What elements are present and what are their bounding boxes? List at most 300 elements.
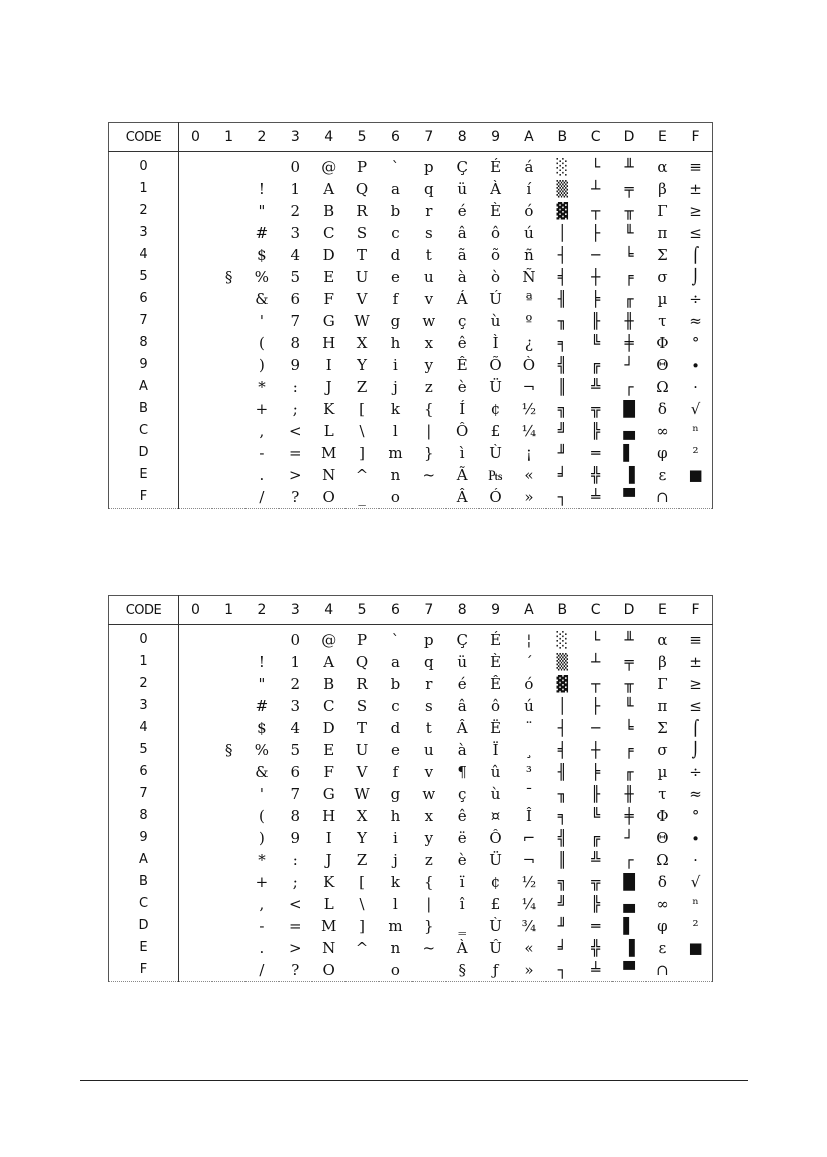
glyph-cell: $ [257, 719, 267, 737]
glyph-cell: » [524, 488, 534, 506]
glyph-cell: @ [321, 631, 337, 649]
glyph-cell [212, 959, 245, 982]
glyph-cell: ╦ [591, 873, 601, 891]
glyph-cell: ║ [557, 851, 567, 869]
glyph-cell: « [524, 939, 534, 957]
glyph-cell: ú [524, 697, 534, 715]
glyph-cell: ▀ [623, 488, 635, 506]
glyph-cell: ~ [422, 466, 436, 484]
glyph-cell [212, 244, 245, 266]
glyph-cell [179, 625, 212, 652]
glyph-cell: U [355, 268, 369, 286]
column-header: F [679, 123, 712, 152]
glyph-cell: " [258, 675, 266, 693]
glyph-cell: L [323, 895, 334, 913]
column-header: B [546, 123, 579, 152]
glyph-cell: W [354, 785, 370, 803]
glyph-cell: Î [525, 807, 532, 825]
glyph-cell [212, 420, 245, 442]
glyph-cell: ¼ [521, 895, 537, 913]
glyph-cell: À [456, 939, 468, 957]
glyph-cell [412, 486, 445, 509]
glyph-cell: z [424, 851, 433, 869]
glyph-cell: w [422, 785, 436, 803]
glyph-cell: N [322, 466, 336, 484]
table-row [109, 222, 713, 244]
table-row [109, 673, 713, 695]
glyph-cell: ∙ [691, 829, 700, 847]
glyph-cell: ª [525, 290, 533, 308]
glyph-cell: Ù [489, 917, 502, 935]
glyph-cell: ² [692, 917, 699, 935]
glyph-cell: ! [258, 180, 265, 198]
glyph-cell: Ω [656, 851, 669, 869]
glyph-cell [212, 827, 245, 849]
glyph-cell: < [289, 895, 302, 913]
glyph-cell: π [657, 224, 668, 242]
glyph-cell: } [424, 444, 434, 462]
glyph-cell: ├ [591, 697, 601, 715]
code-column-header: CODE [109, 123, 179, 152]
glyph-cell: 2 [290, 202, 301, 220]
glyph-cell: Ì [492, 334, 499, 352]
glyph-cell: Õ [489, 356, 502, 374]
row-code-label: B [109, 398, 179, 420]
glyph-cell: 9 [290, 829, 301, 847]
glyph-cell [179, 717, 212, 739]
glyph-cell: Q [355, 180, 369, 198]
glyph-cell [212, 332, 245, 354]
row-code-label: 4 [109, 244, 179, 266]
glyph-cell: n [390, 466, 401, 484]
glyph-cell: É [490, 631, 502, 649]
glyph-cell: N [322, 939, 336, 957]
glyph-cell: ╔ [591, 356, 601, 374]
glyph-cell: ù [490, 785, 501, 803]
glyph-cell: δ [657, 400, 667, 418]
code-page-table-1 [108, 122, 713, 509]
glyph-cell: ⌠ [691, 246, 700, 264]
glyph-cell: ╝ [557, 422, 567, 440]
glyph-cell [412, 959, 445, 982]
glyph-cell: J [325, 851, 332, 869]
glyph-cell [212, 849, 245, 871]
glyph-cell: d [390, 719, 401, 737]
glyph-cell [212, 222, 245, 244]
glyph-cell: └ [591, 631, 601, 649]
glyph-cell [179, 937, 212, 959]
column-header: 6 [379, 123, 412, 152]
glyph-cell: + [255, 873, 269, 891]
row-code-label: 5 [109, 266, 179, 288]
glyph-cell: W [354, 312, 370, 330]
glyph-cell: i [393, 829, 398, 847]
glyph-cell: Ô [489, 829, 502, 847]
glyph-cell: k [390, 400, 400, 418]
table-row [109, 625, 713, 652]
glyph-cell: Û [489, 939, 502, 957]
row-code-label: 9 [109, 827, 179, 849]
glyph-cell: i [393, 356, 398, 374]
glyph-cell [212, 310, 245, 332]
glyph-cell: ¼ [521, 422, 537, 440]
glyph-cell: Ô [456, 422, 469, 440]
glyph-cell: ù [490, 312, 501, 330]
glyph-cell: ' [259, 785, 264, 803]
table-row [109, 893, 713, 915]
glyph-cell: 0 [290, 631, 301, 649]
glyph-cell: ≈ [689, 312, 702, 330]
row-code-label: D [109, 915, 179, 937]
glyph-cell [212, 178, 245, 200]
glyph-cell: ╒ [624, 741, 634, 759]
glyph-cell: Y [357, 356, 368, 374]
column-header: 8 [446, 123, 479, 152]
glyph-cell: ô [491, 697, 501, 715]
glyph-cell: ╬ [591, 466, 601, 484]
glyph-cell: ╕ [557, 334, 567, 352]
glyph-cell: ■ [688, 939, 703, 957]
column-header: 4 [312, 596, 345, 625]
glyph-cell: > [289, 466, 302, 484]
glyph-cell: Ü [489, 378, 502, 396]
glyph-cell: x [424, 334, 434, 352]
glyph-cell [179, 398, 212, 420]
table-row [109, 959, 713, 982]
glyph-cell: ¦ [526, 631, 532, 649]
glyph-cell: ╬ [591, 939, 601, 957]
glyph-cell: ε [658, 466, 667, 484]
column-header: 9 [479, 596, 512, 625]
glyph-cell: è [457, 378, 467, 396]
glyph-cell: ▌ [623, 917, 635, 935]
table-row [109, 420, 713, 442]
glyph-cell: í [526, 180, 532, 198]
glyph-cell: õ [491, 246, 501, 264]
glyph-cell: b [390, 675, 401, 693]
glyph-cell: a [390, 653, 400, 671]
glyph-cell [179, 376, 212, 398]
table-row [109, 783, 713, 805]
glyph-cell: É [490, 158, 502, 176]
glyph-cell: Σ [657, 246, 668, 264]
glyph-cell: τ [658, 312, 667, 330]
glyph-cell: · [693, 378, 698, 396]
glyph-cell: ╦ [591, 400, 601, 418]
glyph-cell [212, 376, 245, 398]
glyph-cell: T [357, 246, 368, 264]
glyph-cell: ╞ [591, 763, 601, 781]
glyph-cell: à [457, 268, 467, 286]
glyph-cell: o [390, 961, 400, 979]
glyph-cell [179, 354, 212, 376]
glyph-cell: ▐ [623, 466, 635, 484]
column-header: 3 [279, 123, 312, 152]
glyph-cell: ╖ [557, 785, 567, 803]
glyph-cell [179, 651, 212, 673]
glyph-cell: ╞ [591, 290, 601, 308]
row-code-label: D [109, 442, 179, 464]
glyph-cell: ╨ [624, 631, 634, 649]
glyph-cell: ≈ [689, 785, 702, 803]
glyph-cell: é [457, 675, 467, 693]
glyph-cell: } [424, 917, 434, 935]
glyph-cell: σ [657, 741, 668, 759]
table-row [109, 152, 713, 179]
glyph-cell: ┌ [624, 851, 634, 869]
glyph-cell [212, 200, 245, 222]
glyph-cell: s [424, 697, 433, 715]
glyph-cell: Φ [656, 807, 669, 825]
glyph-cell: ╠ [591, 422, 601, 440]
glyph-cell: . [259, 466, 265, 484]
glyph-cell: ? [291, 488, 300, 506]
glyph-cell: ▐ [623, 939, 635, 957]
glyph-cell [212, 152, 245, 179]
glyph-cell: ≤ [689, 224, 702, 242]
table-row [109, 310, 713, 332]
glyph-cell: C [322, 224, 335, 242]
glyph-cell: ╩ [591, 378, 601, 396]
glyph-cell: - [259, 917, 265, 935]
glyph-cell: ⌐ [522, 829, 536, 847]
glyph-cell: δ [657, 873, 667, 891]
glyph-cell: ╣ [557, 829, 567, 847]
glyph-cell: ± [689, 653, 702, 671]
glyph-cell [212, 673, 245, 695]
glyph-cell: ¨ [525, 719, 533, 737]
glyph-cell: P [357, 158, 368, 176]
glyph-cell: ▀ [623, 961, 635, 979]
glyph-cell [212, 717, 245, 739]
glyph-cell: ⁿ [692, 422, 699, 440]
row-code-label: 7 [109, 310, 179, 332]
glyph-cell: I [325, 829, 332, 847]
glyph-cell: ≥ [689, 675, 702, 693]
glyph-cell: g [390, 785, 401, 803]
table-row [109, 332, 713, 354]
glyph-cell: Ω [656, 378, 669, 396]
glyph-cell: * [258, 378, 266, 396]
glyph-cell: 8 [290, 334, 301, 352]
glyph-cell [212, 893, 245, 915]
glyph-cell: G [322, 785, 335, 803]
glyph-cell: @ [321, 158, 337, 176]
glyph-cell: ╙ [624, 224, 634, 242]
glyph-cell: h [390, 807, 401, 825]
glyph-cell: φ [657, 917, 668, 935]
glyph-cell: ∩ [656, 961, 669, 979]
table-row [109, 761, 713, 783]
glyph-cell [245, 625, 278, 652]
glyph-cell: τ [658, 785, 667, 803]
glyph-cell: ╚ [591, 334, 601, 352]
glyph-cell: Â [456, 488, 468, 506]
glyph-cell [212, 761, 245, 783]
glyph-cell: ╝ [557, 895, 567, 913]
glyph-cell: φ [657, 444, 668, 462]
glyph-cell: s [424, 224, 433, 242]
table-row [109, 486, 713, 509]
glyph-cell: ─ [591, 719, 601, 737]
glyph-cell: ═ [591, 917, 601, 935]
glyph-cell: ╤ [624, 180, 634, 198]
glyph-cell: / [259, 961, 265, 979]
glyph-cell: £ [490, 422, 501, 440]
row-code-label: 7 [109, 783, 179, 805]
glyph-cell: ▓ [556, 675, 569, 693]
glyph-cell: K [323, 873, 335, 891]
glyph-cell: ≡ [689, 631, 702, 649]
glyph-cell: ¬ [522, 378, 536, 396]
glyph-cell [179, 486, 212, 509]
glyph-cell: π [657, 697, 668, 715]
glyph-cell: ⌠ [691, 719, 700, 737]
glyph-cell: Σ [657, 719, 668, 737]
glyph-cell: z [424, 378, 433, 396]
glyph-cell [212, 464, 245, 486]
column-header: 2 [245, 123, 278, 152]
column-header: D [612, 123, 645, 152]
glyph-cell: ∞ [656, 895, 669, 913]
glyph-cell: ╫ [624, 785, 634, 803]
glyph-cell: ░ [556, 631, 569, 649]
glyph-cell: 7 [290, 785, 301, 803]
glyph-cell: Θ [656, 829, 669, 847]
glyph-cell: β [658, 653, 667, 671]
glyph-cell: Θ [656, 356, 669, 374]
row-code-label: 0 [109, 625, 179, 652]
glyph-cell: ┴ [591, 180, 601, 198]
glyph-cell: 2 [290, 675, 301, 693]
glyph-cell: 9 [290, 356, 301, 374]
table-row [109, 937, 713, 959]
glyph-cell: I [325, 356, 332, 374]
glyph-cell: E [323, 741, 335, 759]
glyph-cell [179, 178, 212, 200]
glyph-cell: ┘ [624, 356, 634, 374]
glyph-cell: á [524, 158, 534, 176]
glyph-cell: √ [690, 873, 701, 891]
glyph-cell: Ò [522, 356, 536, 374]
glyph-cell: ₧ [488, 466, 503, 484]
code-column-header: CODE [109, 596, 179, 625]
glyph-cell [179, 761, 212, 783]
glyph-cell: ┬ [591, 675, 601, 693]
glyph-cell: { [424, 873, 434, 891]
glyph-cell [212, 805, 245, 827]
glyph-cell: ╪ [624, 334, 634, 352]
glyph-cell: ì [459, 444, 465, 462]
glyph-cell: M [321, 444, 337, 462]
table-row [109, 739, 713, 761]
glyph-cell: ╓ [624, 763, 634, 781]
glyph-cell [179, 222, 212, 244]
glyph-cell: ´ [525, 653, 533, 671]
glyph-cell: 5 [290, 741, 301, 759]
header-row [109, 123, 713, 152]
glyph-cell: │ [557, 224, 567, 242]
row-code-label: B [109, 871, 179, 893]
glyph-cell: c [391, 224, 400, 242]
glyph-cell [179, 200, 212, 222]
glyph-cell: ╡ [557, 268, 567, 286]
glyph-cell: t [425, 719, 432, 737]
column-header: B [546, 596, 579, 625]
column-header: 9 [479, 123, 512, 152]
glyph-cell: Z [356, 378, 368, 396]
glyph-cell: 3 [290, 224, 301, 242]
glyph-cell: ┼ [591, 741, 601, 759]
glyph-cell: ─ [591, 246, 601, 264]
glyph-cell: ╧ [591, 961, 601, 979]
glyph-cell: m [388, 444, 403, 462]
glyph-cell: § [224, 741, 233, 759]
glyph-cell: Ó [489, 488, 502, 506]
glyph-cell: | [426, 422, 432, 440]
glyph-cell: g [390, 312, 401, 330]
glyph-cell: A [323, 180, 335, 198]
glyph-cell: ⌡ [691, 268, 700, 286]
glyph-cell: Â [456, 719, 468, 737]
glyph-cell [179, 442, 212, 464]
row-code-label: 8 [109, 332, 179, 354]
glyph-cell: ┴ [591, 653, 601, 671]
glyph-cell: ╘ [624, 246, 634, 264]
glyph-cell: ( [259, 334, 265, 352]
glyph-cell: ÷ [689, 290, 702, 308]
glyph-cell: ╙ [624, 697, 634, 715]
table-row [109, 464, 713, 486]
glyph-cell: # [255, 224, 269, 242]
glyph-cell: ≡ [689, 158, 702, 176]
glyph-cell: ÷ [689, 763, 702, 781]
glyph-cell: e [390, 741, 400, 759]
glyph-cell: µ [657, 290, 668, 308]
glyph-cell [245, 152, 278, 179]
glyph-cell: & [255, 290, 269, 308]
glyph-cell: ³ [525, 763, 532, 781]
glyph-cell: Ã [456, 466, 468, 484]
glyph-cell: é [457, 202, 467, 220]
glyph-cell: √ [690, 400, 701, 418]
glyph-cell: ║ [557, 378, 567, 396]
glyph-cell [679, 959, 712, 982]
glyph-cell [179, 266, 212, 288]
glyph-cell: ╖ [557, 312, 567, 330]
glyph-cell [212, 871, 245, 893]
glyph-cell [179, 915, 212, 937]
row-code-label: F [109, 486, 179, 509]
glyph-cell: b [390, 202, 401, 220]
column-header: 7 [412, 596, 445, 625]
glyph-cell: $ [257, 246, 267, 264]
glyph-cell: ^ [355, 939, 369, 957]
glyph-cell: Í [459, 400, 466, 418]
glyph-cell: % [254, 741, 270, 759]
glyph-cell: n [390, 939, 401, 957]
glyph-cell: t [425, 246, 432, 264]
row-code-label: C [109, 420, 179, 442]
glyph-cell: £ [490, 895, 501, 913]
glyph-cell: Γ [657, 675, 668, 693]
glyph-cell: ` [391, 158, 400, 176]
glyph-cell: l [393, 895, 398, 913]
glyph-cell: ▓ [556, 202, 569, 220]
code-page-table-2 [108, 595, 713, 982]
glyph-cell: § [458, 961, 466, 979]
glyph-cell: ¡ [525, 444, 532, 462]
